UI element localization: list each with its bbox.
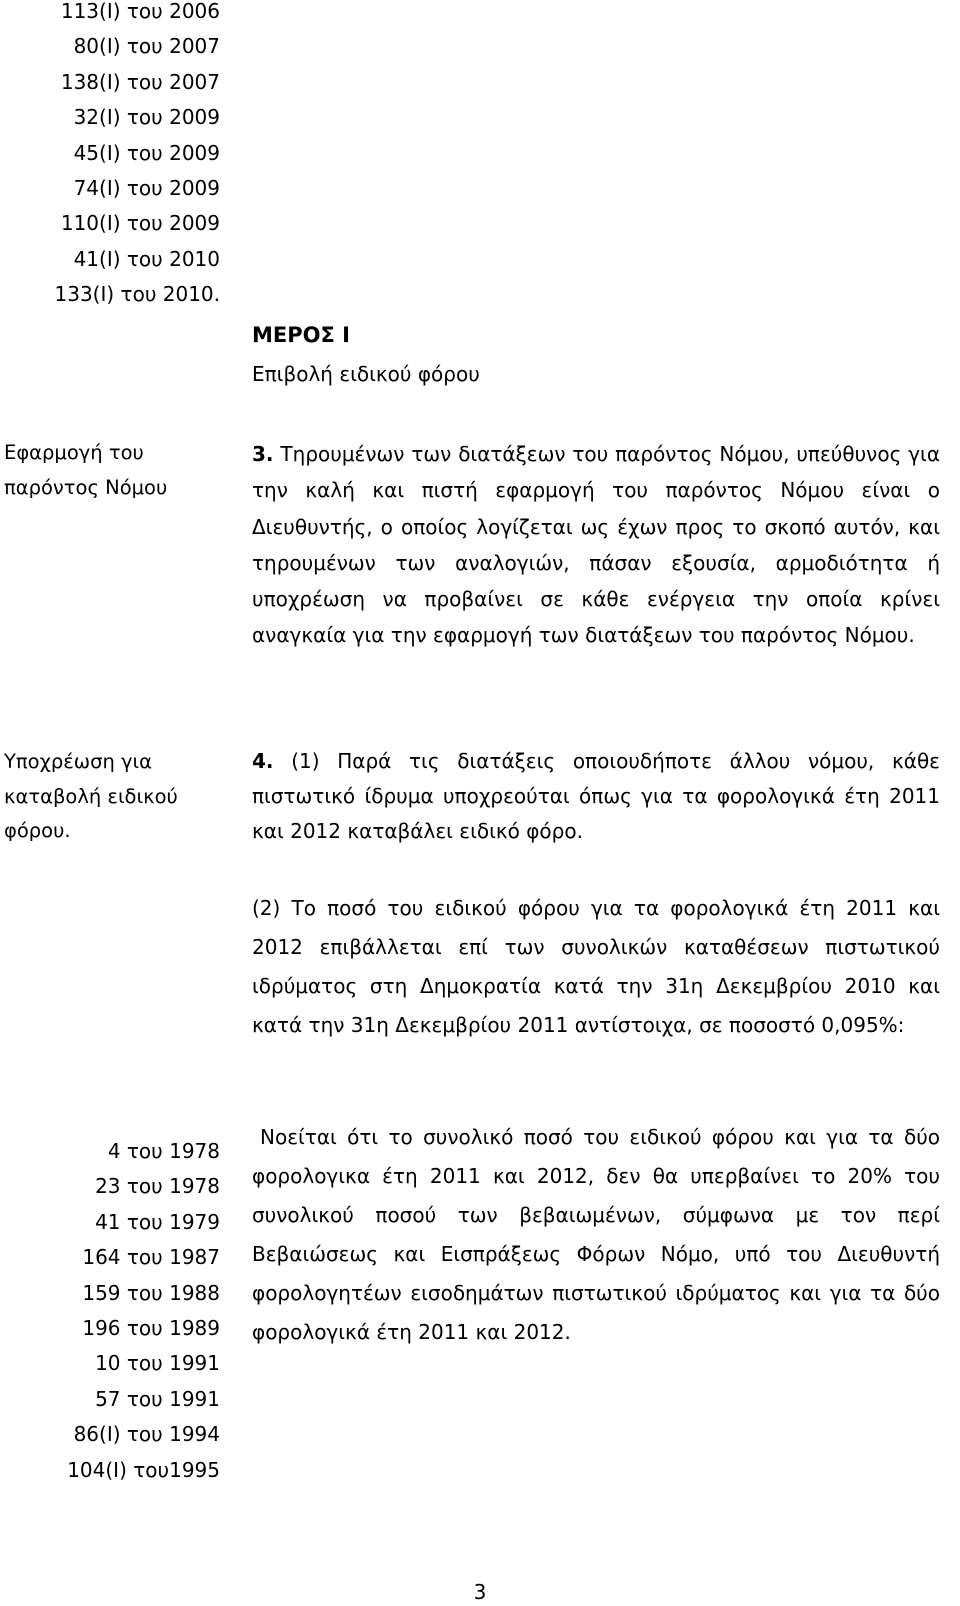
law-reference: 80(Ι) του 2007 — [73, 34, 220, 59]
law-reference: 57 του 1991 — [95, 1386, 220, 1411]
section-4 — [252, 744, 940, 848]
page-number: 3 — [473, 1580, 487, 1604]
law-reference: 74(Ι) του 2009 — [73, 176, 220, 201]
law-reference: 41 του 1979 — [95, 1209, 220, 1234]
law-reference: 23 του 1978 — [95, 1174, 220, 1199]
section-4-2-paragraph: (2) Το ποσό του ειδικού φόρου για τα φορολογικά έτη 2011 και 2012 επιβάλλεται επί των συνολικών καταθέσεων πιστωτικού ιδρύματος στη Δημοκρατία κατά την 31η Δεκεμβρίου 2010 και κατά την 31η Δεκεμβρίου 2011 αντίστοιχα, σε ποσοστό 0,095%: — [252, 896, 940, 1037]
section-number: 3. — [252, 442, 274, 466]
law-reference: 110(Ι) του 2009 — [60, 211, 220, 236]
section-3-paragraph — [252, 436, 940, 654]
section-text: (1) Παρά τις διατάξεις οποιουδήποτε άλλου νόμου, κάθε πιστωτικό ίδρυμα υποχρεούται όπως για τα φορολογικά έτη 2011 και 2012 καταβάλει ειδικό φόρο. — [252, 749, 940, 843]
law-reference: 4 του 1978 — [107, 1139, 220, 1163]
law-references-bottom — [0, 1134, 220, 1488]
section-4-2 — [252, 889, 940, 1045]
law-reference: 133(Ι) του 2010. — [54, 282, 220, 307]
law-reference: 86(Ι) του 1994 — [73, 1422, 220, 1447]
law-reference: 104(Ι) του1995 — [67, 1457, 220, 1482]
law-reference: 113(Ι) του 2006 — [60, 0, 220, 23]
section-number: 4. — [252, 749, 274, 773]
law-reference: 41(Ι) του 2010 — [73, 246, 220, 271]
part-heading: ΜΕΡΟΣ Ι — [252, 323, 350, 347]
proviso-paragraph: Νοείται ότι το συνολικό ποσό του ειδικού φόρου και για τα δύο φορολογικα έτη 2011 και 2012, δεν θα υπερβαίνει το 20% του συνολικού ποσού των βεβαιωμένων, σύμφωνα με τον περί Βεβαιώσεως και Εισπράξεως Φόρων Νόμο, υπό του Διευθυντή φορολογητέων εισοδημάτων πιστωτικού ιδρύματος και για τα δύο φορολογικά έτη 2011 και 2012. — [252, 1125, 940, 1344]
margin-note-application: Εφαρμογή του παρόντος Νόμου — [4, 441, 168, 499]
section-4-1-paragraph — [252, 744, 940, 848]
law-reference: 10 του 1991 — [95, 1351, 220, 1376]
section-text: Τηρουμένων των διατάξεων του παρόντος Νόμου, υπεύθυνος για την καλή και πιστή εφαρμογή του παρόντος Νόμου είναι ο Διευθυντής, ο οποίος λογίζεται ως έχων προς το σκοπό αυτόν, και τηρουμένων των αναλογιών, πάσαν εξουσία, αρμοδιότητα ή υποχρέωση να προβαίνει σε κάθε ενέργεια την οποία κρίνει αναγκαία για την εφαρμογή των διατάξεων του παρόντος Νόμου. — [252, 442, 940, 648]
part-subtitle: Επιβολή ειδικού φόρου — [252, 362, 480, 386]
proviso — [252, 1118, 940, 1352]
law-reference: 45(Ι) του 2009 — [73, 140, 220, 165]
law-reference: 138(Ι) του 2007 — [60, 69, 220, 94]
law-reference: 164 του 1987 — [82, 1245, 220, 1270]
law-reference: 196 του 1989 — [82, 1316, 220, 1341]
margin-note-obligation: Υποχρέωση για καταβολή ειδικού φόρου. — [4, 750, 178, 842]
law-reference: 159 του 1988 — [82, 1280, 220, 1305]
law-reference: 32(Ι) του 2009 — [73, 105, 220, 130]
law-references-top — [0, 0, 220, 313]
section-3 — [252, 436, 940, 654]
